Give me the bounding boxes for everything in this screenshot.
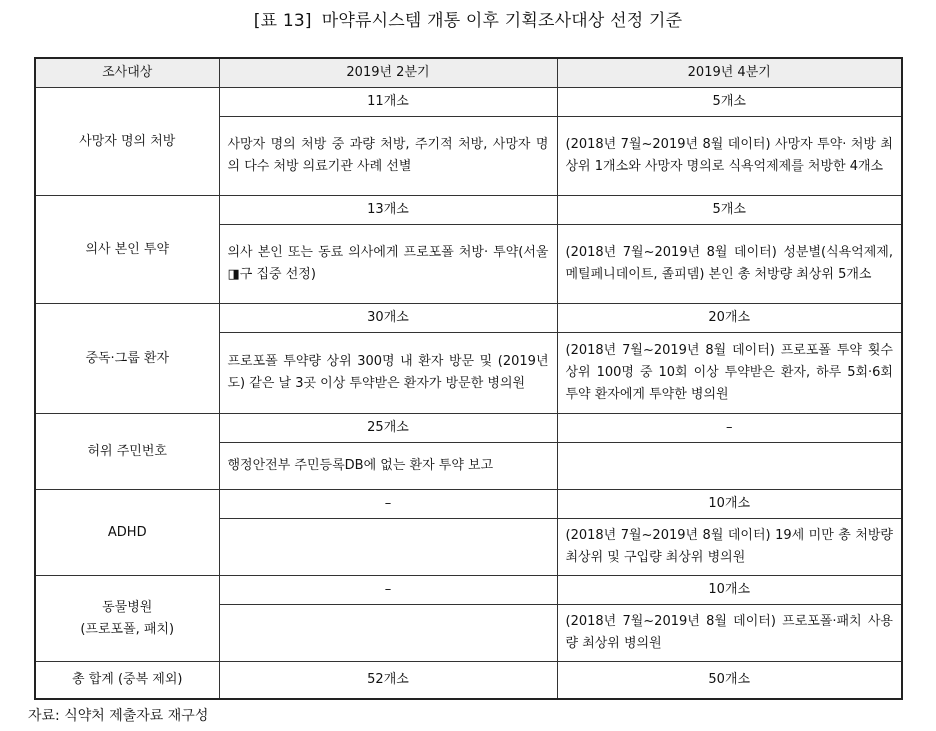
table-row: [35, 490, 902, 519]
criteria-table: [34, 57, 903, 700]
q4-count: 5개소: [557, 88, 902, 117]
target-cell: 허위 주민번호: [35, 414, 219, 490]
table-row: [35, 304, 902, 333]
q2-desc: [219, 605, 557, 662]
table-row: [35, 88, 902, 117]
header-q4: 2019년 4분기: [557, 58, 902, 88]
q2-desc: 사망자 명의 처방 중 과량 처방, 주기적 처방, 사망자 명의 다수 처방 의료기관 사례 선별: [219, 117, 557, 196]
q2-count: –: [219, 490, 557, 519]
target-cell: 사망자 명의 처방: [35, 88, 219, 196]
header-q2: 2019년 2분기: [219, 58, 557, 88]
q2-desc: 의사 본인 또는 동료 의사에게 프로포폴 처방· 투약(서울 ◨구 집중 선정): [219, 225, 557, 304]
table-title-text: 마약류시스템 개통 이후 기획조사대상 선정 기준: [321, 11, 683, 31]
source-note: 자료: 식약처 제출자료 재구성: [28, 708, 209, 724]
q4-desc: (2018년 7월~2019년 8월 데이터) 사망자 투약· 처방 최상위 1개소와 사망자 명의로 식욕억제제를 처방한 4개소: [557, 117, 902, 196]
q4-count: 20개소: [557, 304, 902, 333]
total-row: [35, 662, 902, 700]
table-row: [35, 414, 902, 443]
q2-desc: [219, 519, 557, 576]
q4-desc: [557, 443, 902, 490]
target-cell: 의사 본인 투약: [35, 196, 219, 304]
header-row: [35, 58, 902, 88]
table-row: [35, 196, 902, 225]
target-line2: (프로포폴, 패치): [80, 621, 175, 637]
target-line1: 동물병원: [102, 599, 153, 615]
target-cell: ADHD: [35, 490, 219, 576]
q2-count: 30개소: [219, 304, 557, 333]
total-q4: 50개소: [557, 662, 902, 700]
target-cell: [35, 576, 219, 662]
q2-count: 13개소: [219, 196, 557, 225]
q2-desc: 프로포폴 투약량 상위 300명 내 환자 방문 및 (2019년도) 같은 날 3곳 이상 투약받은 환자가 방문한 병의원: [219, 333, 557, 414]
table-number: [표 13]: [253, 11, 312, 31]
table-title: [0, 6, 936, 31]
q2-desc: 행정안전부 주민등록DB에 없는 환자 투약 보고: [219, 443, 557, 490]
q2-count: 11개소: [219, 88, 557, 117]
table-row: [35, 576, 902, 605]
q4-count: 5개소: [557, 196, 902, 225]
q4-desc: (2018년 7월~2019년 8월 데이터) 19세 미만 총 처방량 최상위 및 구입량 최상위 병의원: [557, 519, 902, 576]
total-label: 총 합계 (중복 제외): [35, 662, 219, 700]
q4-count: 10개소: [557, 490, 902, 519]
target-cell: 중독·그룹 환자: [35, 304, 219, 414]
q4-desc: (2018년 7월~2019년 8월 데이터) 프로포폴 투약 횟수 상위 100명 중 10회 이상 투약받은 환자, 하루 5회·6회 투약 환자에게 투약한 병의원: [557, 333, 902, 414]
total-q2: 52개소: [219, 662, 557, 700]
header-target: 조사대상: [35, 58, 219, 88]
q4-count: 10개소: [557, 576, 902, 605]
q2-count: –: [219, 576, 557, 605]
q2-count: 25개소: [219, 414, 557, 443]
q4-count: –: [557, 414, 902, 443]
q4-desc: (2018년 7월~2019년 8월 데이터) 프로포폴·패치 사용량 최상위 병의원: [557, 605, 902, 662]
q4-desc: (2018년 7월~2019년 8월 데이터) 성분별(식욕억제제, 메틸페니데이트, 졸피뎀) 본인 총 처방량 최상위 5개소: [557, 225, 902, 304]
